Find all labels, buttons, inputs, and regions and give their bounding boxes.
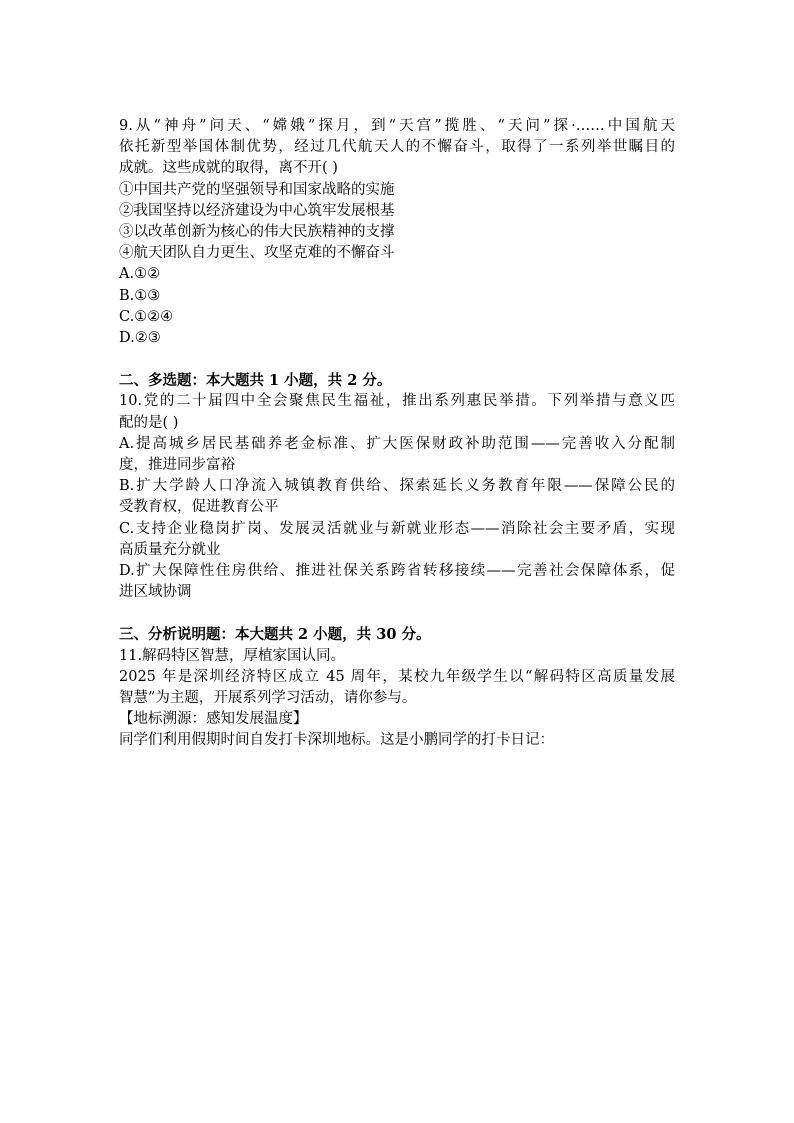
q10-stem-line-2: 配的是( ) — [119, 414, 179, 431]
q10-option-d-line-2: 进区域协调 — [119, 584, 192, 601]
q10-option-c-line-1: C.支持企业稳岗扩岗、发展灵活就业与新就业形态——消除社会主要矛盾，实现 — [119, 520, 675, 537]
q9-statement-1: ①中国共产党的坚强领导和国家战略的实施 — [119, 181, 395, 198]
q9-stem-line-2: 依托新型举国体制优势，经过几代航天人的不懈奋斗，取得了一系列举世瞩目的 — [119, 139, 675, 156]
q11-title: 11.解码特区智慧，厚植家国认同。 — [119, 647, 346, 664]
q11-subheading: 【地标溯源：感知发展温度】 — [119, 711, 308, 728]
q9-option-b: B.①③ — [119, 287, 161, 304]
q9-statement-3: ③以改革创新为核心的伟大民族精神的支撑 — [119, 224, 395, 241]
q10-option-b-line-1: B.扩大学龄人口净流入城镇教育供给、探索延长义务教育年限——保障公民的 — [119, 478, 675, 495]
q10-option-c-line-2: 高质量充分就业 — [119, 541, 221, 558]
q11-intro-line-1: 2025 年是深圳经济特区成立 45 周年，某校九年级学生以“解码特区高质量发展 — [119, 668, 675, 685]
spacer — [119, 349, 675, 370]
q10-stem-line-1: 10.党的二十届四中全会聚焦民生福祉，推出系列惠民举措。下列举措与意义匹 — [119, 393, 675, 410]
section-3-heading: 三、分析说明题：本大题共 2 小题，共 30 分。 — [119, 626, 431, 644]
section-2-heading: 二、多选题：本大题共 1 小题，共 2 分。 — [119, 372, 392, 390]
q9-option-a: A.①② — [119, 266, 161, 283]
spacer — [119, 603, 675, 624]
q10-option-d-line-1: D.扩大保障性住房供给、推进社保关系跨省转移接续——完善社会保障体系，促 — [119, 563, 675, 580]
q10-option-a-line-1: A.提高城乡居民基础养老金标准、扩大医保财政补助范围——完善收入分配制 — [119, 435, 675, 452]
document-page — [119, 116, 675, 752]
q9-statement-4: ④航天团队自力更生、攻坚克难的不懈奋斗 — [119, 245, 395, 262]
q9-statement-2: ②我国坚持以经济建设为中心筑牢发展根基 — [119, 202, 395, 219]
q11-intro-line-2: 智慧”为主题，开展系列学习活动，请你参与。 — [119, 690, 417, 707]
q9-stem-line-1: 9.从“神舟”问天、“嫦娥”探月，到“天宫”揽胜、“天问”探·……中国航天 — [119, 118, 675, 134]
q9-option-d: D.②③ — [119, 330, 161, 347]
q10-option-b-line-2: 受教育权，促进教育公平 — [119, 499, 279, 516]
q9-stem-line-3: 成就。这些成就的取得，离不开( ) — [119, 160, 338, 177]
q10-option-a-line-2: 度，推进同步富裕 — [119, 457, 235, 474]
q11-last-line: 同学们利用假期时间自发打卡深圳地标。这是小鹏同学的打卡日记： — [119, 732, 554, 749]
q9-option-c: C.①②④ — [119, 308, 174, 325]
